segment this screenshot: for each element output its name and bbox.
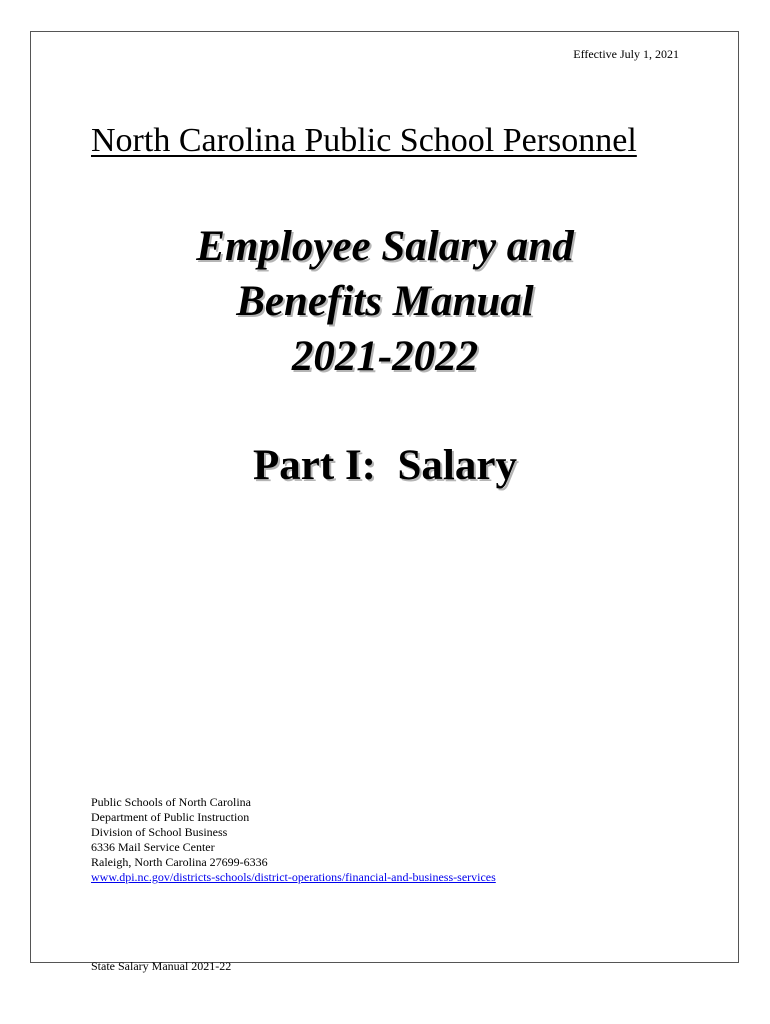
footer-text: State Salary Manual 2021-22	[91, 959, 232, 973]
organization-title: North Carolina Public School Personnel	[91, 122, 637, 159]
manual-title-line: Employee Salary and	[196, 223, 574, 270]
address-block	[91, 795, 496, 885]
website-link[interactable]: www.dpi.nc.gov/districts-schools/district-operations/financial-and-business-services	[91, 870, 496, 884]
manual-title	[0, 219, 770, 384]
manual-title-year: 2021-2022	[291, 333, 479, 380]
address-line: Department of Public Instruction	[91, 810, 250, 824]
address-line: 6336 Mail Service Center	[91, 840, 215, 854]
address-line: Division of School Business	[91, 825, 228, 839]
address-line: Raleigh, North Carolina 27699-6336	[91, 855, 268, 869]
manual-title-line: Benefits Manual	[236, 278, 534, 325]
address-line: Public Schools of North Carolina	[91, 795, 251, 809]
effective-date: Effective July 1, 2021	[573, 47, 679, 61]
part-title: Part I: Salary	[253, 442, 517, 489]
